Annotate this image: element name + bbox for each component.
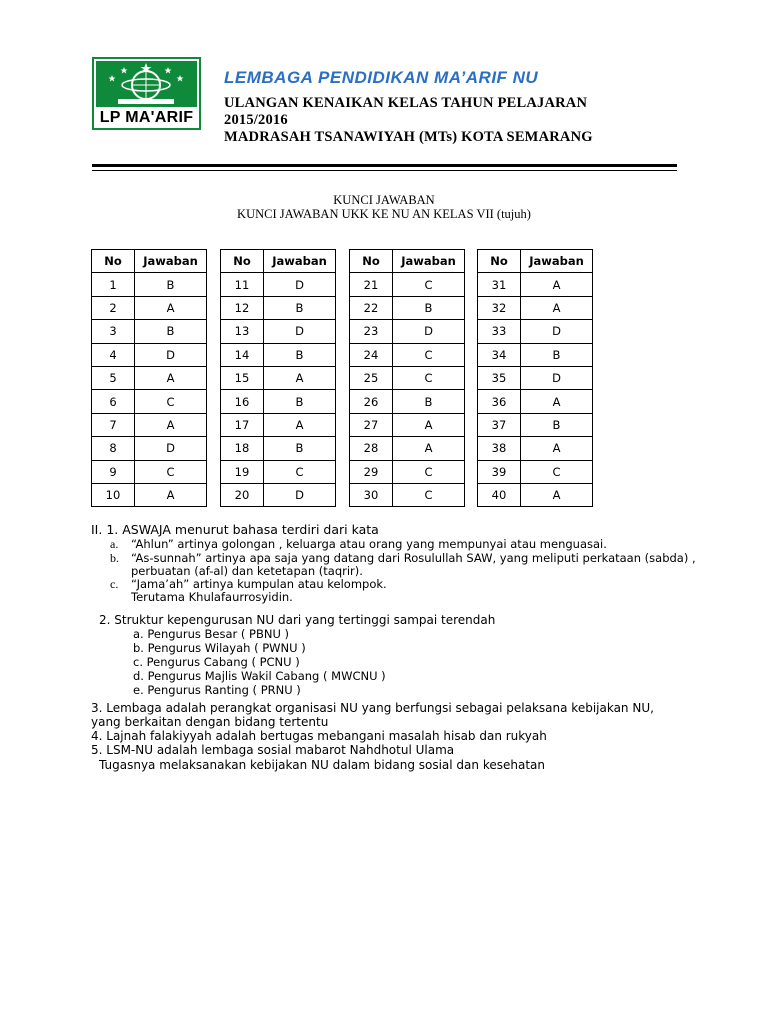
cell-no: 20 — [221, 483, 264, 506]
cell-no: 39 — [478, 460, 521, 483]
cell-no: 14 — [221, 343, 264, 366]
cell-no: 32 — [478, 296, 521, 319]
cell-no: 15 — [221, 366, 264, 389]
cell-no: 1 — [92, 273, 135, 296]
cell-no: 21 — [350, 273, 393, 296]
table-row — [350, 413, 465, 436]
table-header-row — [92, 250, 207, 273]
cell-no: 19 — [221, 460, 264, 483]
cell-jawaban: C — [135, 390, 207, 413]
table-header-row — [350, 250, 465, 273]
cell-no: 8 — [92, 437, 135, 460]
table-row — [350, 460, 465, 483]
cell-jawaban: A — [521, 437, 593, 460]
cell-no: 24 — [350, 343, 393, 366]
cell-jawaban: A — [521, 483, 593, 506]
table-row — [221, 273, 336, 296]
cell-jawaban: A — [135, 483, 207, 506]
cell-jawaban: C — [393, 273, 465, 296]
cell-jawaban: A — [393, 413, 465, 436]
table-row — [221, 437, 336, 460]
essay-q1-b: “As-sunnah” artinya apa saja yang datang dari Rosulullah SAW, yang meliputi perkataan (sabda) , — [131, 551, 696, 565]
cell-jawaban: B — [393, 390, 465, 413]
table-row — [478, 366, 593, 389]
table-row — [350, 390, 465, 413]
essay-q5-cont: Tugasnya melaksanakan kebijakan NU dalam bidang sosial dan kesehatan — [99, 758, 545, 772]
essay-q3: 3. Lembaga adalah perangkat organisasi NU yang berfungsi sebagai pelaksana kebijakan NU, — [91, 701, 654, 715]
cell-jawaban: B — [393, 296, 465, 319]
essay-q1-c2: Terutama Khulafaurrosyidin. — [131, 590, 293, 604]
cell-no: 17 — [221, 413, 264, 436]
header-rule-thick — [92, 164, 677, 167]
cell-no: 6 — [92, 390, 135, 413]
table-row — [221, 343, 336, 366]
answer-table-2 — [220, 249, 336, 507]
header-rule-thin — [92, 170, 677, 171]
col-header-jawaban: Jawaban — [393, 250, 465, 273]
cell-no: 5 — [92, 366, 135, 389]
table-row — [350, 273, 465, 296]
cell-no: 30 — [350, 483, 393, 506]
cell-no: 31 — [478, 273, 521, 296]
answer-table-3 — [349, 249, 465, 507]
cell-no: 37 — [478, 413, 521, 436]
cell-jawaban: B — [521, 413, 593, 436]
essay-q2-item: b. Pengurus Wilayah ( PWNU ) — [133, 641, 306, 655]
cell-jawaban: B — [264, 437, 336, 460]
cell-jawaban: C — [521, 460, 593, 483]
cell-jawaban: D — [521, 366, 593, 389]
cell-jawaban: C — [393, 343, 465, 366]
essay-q2-item: c. Pengurus Cabang ( PCNU ) — [133, 655, 300, 669]
cell-no: 4 — [92, 343, 135, 366]
cell-jawaban: B — [264, 343, 336, 366]
essay-q2-item: d. Pengurus Majlis Wakil Cabang ( MWCNU ) — [133, 669, 386, 683]
cell-no: 9 — [92, 460, 135, 483]
logo-text: LP MA'ARIF — [99, 109, 194, 126]
nu-emblem-icon — [96, 61, 197, 107]
col-header-jawaban: Jawaban — [521, 250, 593, 273]
cell-no: 25 — [350, 366, 393, 389]
cell-jawaban: A — [521, 296, 593, 319]
cell-jawaban: A — [264, 366, 336, 389]
cell-jawaban: B — [264, 296, 336, 319]
essay-q4: 4. Lajnah falakiyyah adalah bertugas mebangani masalah hisab dan rukyah — [91, 729, 547, 743]
doc-title: KUNCI JAWABAN — [333, 193, 435, 207]
cell-no: 35 — [478, 366, 521, 389]
essay-q2-item: e. Pengurus Ranting ( PRNU ) — [133, 683, 301, 697]
cell-no: 27 — [350, 413, 393, 436]
col-header-jawaban: Jawaban — [135, 250, 207, 273]
cell-jawaban: A — [521, 273, 593, 296]
table-row — [92, 366, 207, 389]
cell-jawaban: A — [135, 366, 207, 389]
cell-no: 34 — [478, 343, 521, 366]
table-row — [350, 320, 465, 343]
table-row — [92, 437, 207, 460]
cell-jawaban: D — [264, 483, 336, 506]
table-header-row — [221, 250, 336, 273]
col-header-jawaban: Jawaban — [264, 250, 336, 273]
cell-jawaban: B — [264, 390, 336, 413]
essay-q1-b-mark: b. — [110, 551, 119, 565]
cell-jawaban: C — [135, 460, 207, 483]
table-row — [350, 437, 465, 460]
cell-jawaban: D — [521, 320, 593, 343]
table-row — [478, 296, 593, 319]
table-row — [350, 296, 465, 319]
essay-q1-a: “Ahlun” artinya golongan , keluarga atau orang yang mempunyai atau menguasai. — [131, 537, 607, 551]
cell-no: 11 — [221, 273, 264, 296]
col-header-no: No — [92, 250, 135, 273]
cell-jawaban: D — [135, 343, 207, 366]
cell-jawaban: C — [393, 483, 465, 506]
table-row — [92, 343, 207, 366]
cell-no: 29 — [350, 460, 393, 483]
cell-jawaban: A — [135, 413, 207, 436]
table-row — [350, 483, 465, 506]
answer-table-1 — [91, 249, 207, 507]
header-line-3: MADRASAH TSANAWIYAH (MTs) KOTA SEMARANG — [224, 129, 593, 145]
cell-jawaban: A — [521, 390, 593, 413]
essay-q2-item: a. Pengurus Besar ( PBNU ) — [133, 627, 290, 641]
table-row — [221, 390, 336, 413]
table-row — [478, 320, 593, 343]
cell-jawaban: D — [135, 437, 207, 460]
essay-q5: 5. LSM-NU adalah lembaga sosial mabarot Nahdhotul Ulama — [91, 743, 455, 757]
cell-jawaban: D — [393, 320, 465, 343]
table-row — [221, 296, 336, 319]
cell-no: 16 — [221, 390, 264, 413]
table-row — [478, 273, 593, 296]
cell-jawaban: A — [264, 413, 336, 436]
cell-no: 7 — [92, 413, 135, 436]
essay-q1-c: “Jama’ah” artinya kumpulan atau kelompok. — [131, 577, 387, 591]
cell-no: 33 — [478, 320, 521, 343]
cell-no: 23 — [350, 320, 393, 343]
cell-jawaban: B — [521, 343, 593, 366]
cell-no: 28 — [350, 437, 393, 460]
cell-jawaban: A — [393, 437, 465, 460]
cell-jawaban: D — [264, 273, 336, 296]
cell-jawaban: C — [393, 460, 465, 483]
table-row — [478, 437, 593, 460]
table-row — [92, 273, 207, 296]
table-row — [221, 413, 336, 436]
cell-jawaban: D — [264, 320, 336, 343]
org-name: LEMBAGA PENDIDIKAN MA’ARIF NU — [224, 68, 539, 87]
cell-jawaban: A — [135, 296, 207, 319]
cell-no: 26 — [350, 390, 393, 413]
table-row — [92, 296, 207, 319]
cell-no: 36 — [478, 390, 521, 413]
col-header-no: No — [478, 250, 521, 273]
lp-maarif-logo — [92, 57, 201, 130]
table-row — [221, 483, 336, 506]
essay-q1: II. 1. ASWAJA menurut bahasa terdiri dari kata — [91, 522, 379, 537]
table-row — [92, 460, 207, 483]
answer-table-4 — [477, 249, 593, 507]
table-row — [350, 343, 465, 366]
table-row — [350, 366, 465, 389]
cell-no: 12 — [221, 296, 264, 319]
table-row — [478, 343, 593, 366]
essay-q2: 2. Struktur kepengurusan NU dari yang tertinggi sampai terendah — [99, 613, 496, 627]
table-row — [92, 413, 207, 436]
col-header-no: No — [350, 250, 393, 273]
table-row — [478, 460, 593, 483]
table-row — [478, 483, 593, 506]
essay-q1-a-mark: a. — [110, 537, 119, 551]
table-row — [92, 320, 207, 343]
cell-no: 22 — [350, 296, 393, 319]
table-row — [92, 483, 207, 506]
table-header-row — [478, 250, 593, 273]
essay-q1-b2: perbuatan (af-al) dan ketetapan (taqrir). — [131, 564, 363, 578]
table-row — [221, 366, 336, 389]
cell-no: 13 — [221, 320, 264, 343]
essay-q3-cont: yang berkaitan dengan bidang tertentu — [91, 715, 329, 729]
cell-no: 3 — [92, 320, 135, 343]
essay-q1-c-mark: c. — [110, 577, 119, 591]
cell-no: 2 — [92, 296, 135, 319]
doc-subtitle: KUNCI JAWABAN UKK KE NU AN KELAS VII (tujuh) — [237, 207, 531, 221]
cell-jawaban: C — [393, 366, 465, 389]
cell-jawaban: B — [135, 320, 207, 343]
table-row — [92, 390, 207, 413]
table-row — [221, 460, 336, 483]
cell-jawaban: C — [264, 460, 336, 483]
table-row — [221, 320, 336, 343]
table-row — [478, 413, 593, 436]
cell-jawaban: B — [135, 273, 207, 296]
header-line-2: 2015/2016 — [224, 112, 288, 128]
col-header-no: No — [221, 250, 264, 273]
table-row — [478, 390, 593, 413]
cell-no: 10 — [92, 483, 135, 506]
cell-no: 40 — [478, 483, 521, 506]
cell-no: 38 — [478, 437, 521, 460]
header-line-1: ULANGAN KENAIKAN KELAS TAHUN PELAJARAN — [224, 95, 588, 111]
cell-no: 18 — [221, 437, 264, 460]
